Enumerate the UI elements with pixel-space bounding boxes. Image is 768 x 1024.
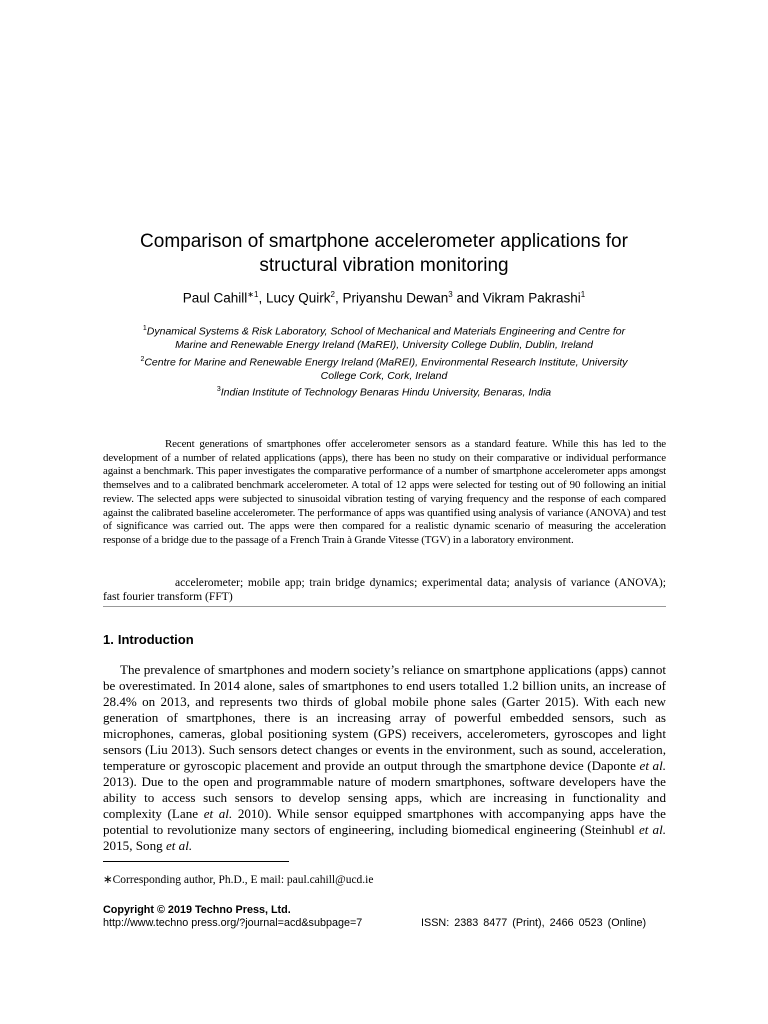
author-affiliation-marker: 3 [448, 290, 453, 299]
section-heading [103, 632, 194, 647]
abstract-text: Recent generations of smartphones offer accelerometer sensors as a standard feature. While this has led to the development of a number of related applications (apps), there has been no study on their comparative or individual performance against a benchmark. This paper investigates the comparative performance of a number of smartphone accelerometer apps amongst themselves and to a calibrated benchmark accelerometer. A total of 12 apps were selected for testing out of 90 following an initial review. The selected apps were subjected to sinusoidal vibration testing of varying frequency and the response of each compared against the calibrated baseline accelerometer. The performance of apps was quantified using analysis of variance (ANOVA) and test of significance was carried out. The apps were then compared for a realistic dynamic scenario of measuring the acceleration response of a bridge due to the passage of a French Train à Grande Vitesse (TGV) in a laboratory environment. [103, 438, 666, 546]
author-name: Priyanshu Dewan [342, 290, 449, 306]
intro-text: 2013). Due to the open and programmable nature of modern smartphones, software developers have the ability to access such sensors to develop sensing apps, which are increasing in functionality and complexity (Lane [103, 774, 666, 821]
author-affiliation-marker: 1 [580, 290, 586, 299]
author-separator: and [452, 290, 483, 306]
affiliation-text: College Cork, Cork, Ireland [320, 369, 448, 382]
intro-paragraph [103, 662, 666, 854]
author-list [100, 290, 668, 306]
copyright-notice: Copyright © 2019 Techno Press, Ltd. [103, 904, 291, 916]
keywords [103, 576, 666, 604]
intro-italic-text: et al. [165, 838, 193, 853]
author-affiliation-marker: 2 [330, 290, 335, 299]
author-name: Lucy Quirk [265, 290, 331, 306]
affiliation [100, 322, 668, 339]
affiliation-text: Indian Institute of Technology Benaras Hindu University, Benaras, India [220, 386, 552, 399]
affiliation-marker: 3 [216, 386, 221, 394]
title-line: Comparison of smartphone accelerometer applications for [140, 231, 628, 252]
affiliation [100, 353, 668, 370]
keywords-divider [103, 606, 666, 607]
issn-line: ISSN: 2383 8477 (Print), 2466 0523 (Online) [421, 917, 647, 929]
author-name: Paul Cahill [182, 290, 248, 306]
section-number: 1. [103, 632, 114, 647]
title-line: structural vibration monitoring [259, 255, 509, 276]
affiliation-text: Dynamical Systems & Risk Laboratory, School of Mechanical and Materials Engineering and Centre for [146, 325, 626, 338]
journal-url[interactable]: http://www.techno press.org/?journal=acd&subpage=7 [103, 917, 363, 929]
intro-italic-text: et al. [638, 822, 666, 837]
author-separator: , [334, 290, 343, 306]
intro-text: The prevalence of smartphones and modern society’s reliance on smartphone applications (apps) cannot be overestimated. In 2014 alone, sales of smartphones to end users totalled 1.2 billion units, an increase of 28.4% on 2013, and represents two thirds of global mobile phone sales (Garter 2015). With each new generation of smartphones, there is an increasing array of powerful embedded sensors, such as microphones, cameras, global positioning system (GPS) receivers, accelerometers, gyroscopes and light sensors (Liu 2013). Such sensors detect changes or events in the environment, such as sound, acceleration, temperature or gyroscopic placement and provide an output through the smartphone device (Daponte [103, 662, 666, 773]
paper-title [100, 230, 668, 278]
intro-text: 2015, Song [103, 838, 166, 853]
footnote: ∗Corresponding author, Ph.D., E mail: paul.cahill@ucd.ie [103, 874, 374, 886]
affiliation-marker: 1 [142, 325, 147, 332]
intro-text: 2010). While sensor equipped smartphones with accompanying apps have the potential to revolutionize many sectors of engineering, including biomedical engineering (Steinhubl [103, 806, 666, 837]
affiliation-marker: 2 [140, 355, 145, 363]
author-affiliation-marker: ∗1 [247, 290, 259, 299]
affiliation-text: Marine and Renewable Energy Ireland (MaREI), University College Dublin, Dublin, Ireland [175, 339, 593, 352]
affiliation-text: Centre for Marine and Renewable Energy Ireland (MaREI), Environmental Research Institute, University [144, 356, 628, 369]
keywords-text: accelerometer; mobile app; train bridge dynamics; experimental data; analysis of variance (ANOVA); fast fourier transform (FFT) [103, 576, 666, 603]
abstract [103, 438, 666, 548]
footnote-divider [103, 861, 289, 862]
affiliation [100, 383, 668, 400]
section-title: Introduction [117, 632, 194, 647]
affiliation-list [100, 322, 668, 400]
author-name: Vikram Pakrashi [482, 290, 581, 306]
author-separator: , [258, 290, 266, 306]
intro-italic-text: et al. [639, 758, 666, 773]
intro-italic-text: et al. [203, 806, 233, 821]
